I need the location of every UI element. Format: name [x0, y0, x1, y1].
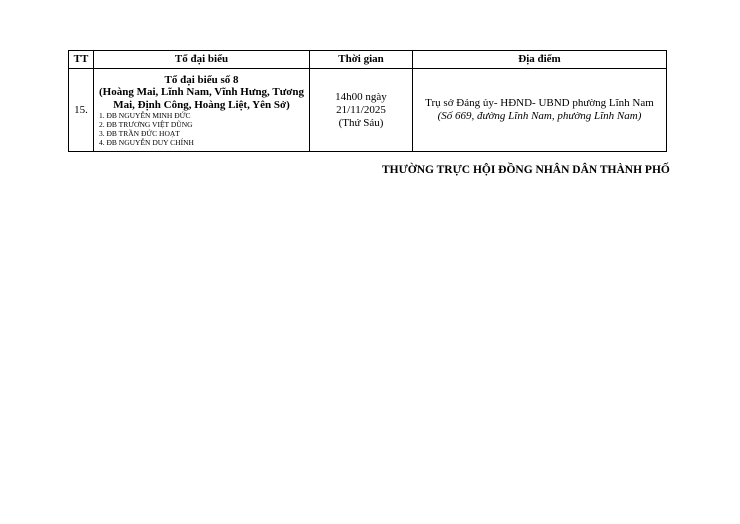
row-number: 15. — [69, 69, 94, 152]
delegate-cell — [94, 69, 310, 152]
table-body — [69, 69, 667, 152]
header-row — [69, 51, 667, 69]
member-list — [96, 111, 307, 147]
table-header — [69, 51, 667, 69]
delegate-group-areas: (Hoàng Mai, Lĩnh Nam, Vĩnh Hưng, Tương Mai, Định Công, Hoàng Liệt, Yên Sở) — [98, 86, 305, 111]
schedule-table — [68, 50, 667, 152]
table-row — [69, 69, 667, 152]
header-delegate: Tổ đại biểu — [94, 51, 310, 69]
header-tt: TT — [69, 51, 94, 69]
time-date: 21/11/2025 — [336, 103, 386, 116]
member-item: 4. ĐB NGUYỄN DUY CHÍNH — [99, 138, 194, 147]
delegate-group-title: Tổ đại biểu số 8 — [164, 74, 239, 86]
time-weekday: (Thứ Sáu) — [338, 116, 384, 129]
header-time: Thời gian — [310, 51, 413, 69]
header-place: Địa điểm — [413, 51, 667, 69]
signature-title: THƯỜNG TRỰC HỘI ĐỒNG NHÂN DÂN THÀNH PHỐ — [382, 164, 670, 176]
member-item: 2. ĐB TRƯƠNG VIỆT DŨNG — [99, 120, 193, 129]
place-cell — [413, 69, 667, 152]
place-main: Trụ sở Đảng ủy- HĐND- UBND phường Lĩnh Nam — [425, 97, 654, 109]
time-cell — [310, 69, 413, 152]
place-detail: (Số 669, đường Lĩnh Nam, phường Lĩnh Nam) — [437, 110, 642, 122]
time-hour: 14h00 ngày — [335, 90, 387, 103]
member-item: 3. ĐB TRẦN ĐỨC HOẠT — [99, 129, 180, 138]
member-item: 1. ĐB NGUYỄN MINH ĐỨC — [99, 111, 191, 120]
